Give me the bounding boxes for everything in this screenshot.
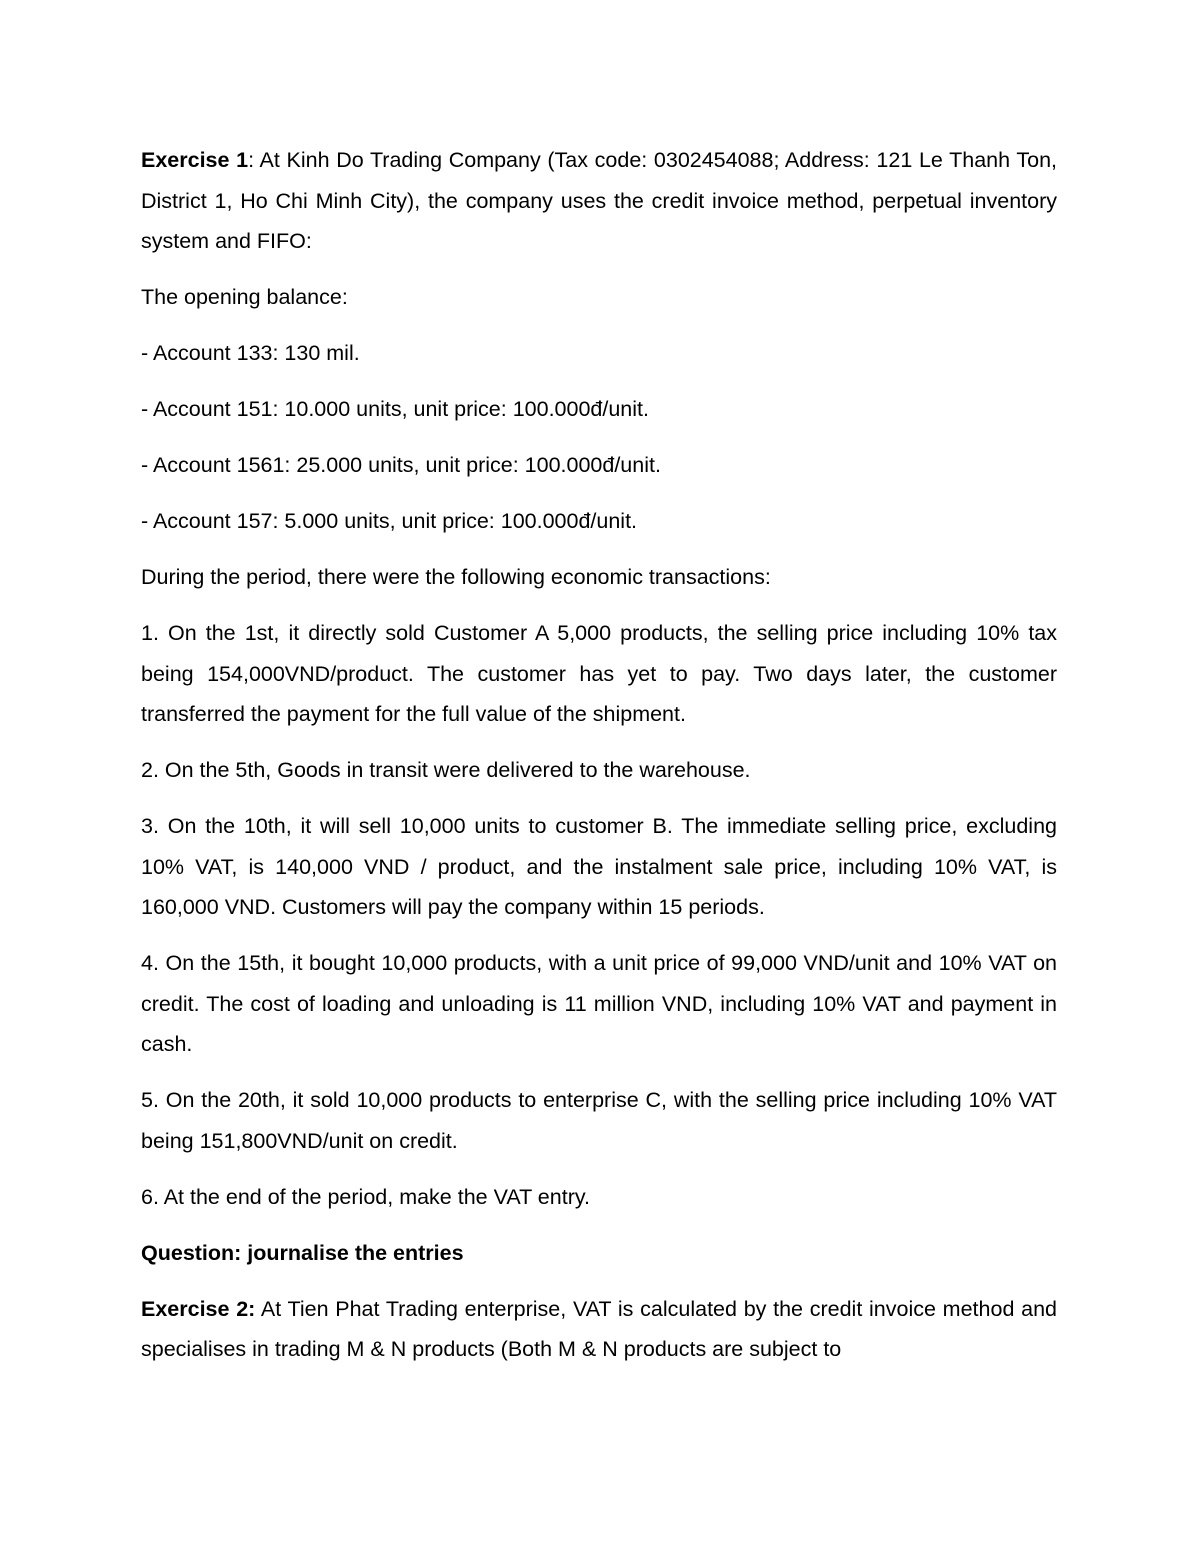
opening-balance-heading: The opening balance:	[141, 285, 348, 309]
exercise-1-intro	[141, 140, 1057, 262]
transaction-item: 1. On the 1st, it directly sold Customer A 5,000 products, the selling price including 10% tax being 154,000VND/product. The customer has yet to pay. Two days later, the customer transferred the payment for the full value of the shipment.	[141, 621, 1057, 726]
transaction-item: 3. On the 10th, it will sell 10,000 units to customer B. The immediate selling price, excluding 10% VAT, is 140,000 VND / product, and the instalment sale price, including 10% VAT, is 160,000 VND. Customers will pay the company within 15 periods.	[141, 814, 1057, 919]
document-page	[141, 140, 1057, 1385]
transaction-item: 4. On the 15th, it bought 10,000 products, with a unit price of 99,000 VND/unit and 10% VAT on credit. The cost of loading and unloading is 11 million VND, including 10% VAT and payment in cash.	[141, 951, 1057, 1056]
exercise-1-intro-text: : At Kinh Do Trading Company (Tax code: 0302454088; Address: 121 Le Thanh Ton, District 1, Ho Chi Minh City), the company uses the credit invoice method, perpetual inventory system and FIFO:	[141, 148, 1057, 253]
transaction-item: 2. On the 5th, Goods in transit were delivered to the warehouse.	[141, 758, 751, 782]
exercise-1-label: Exercise 1	[141, 148, 249, 172]
exercise-2-intro	[141, 1289, 1057, 1370]
transaction-item: 5. On the 20th, it sold 10,000 products to enterprise C, with the selling price including 10% VAT being 151,800VND/unit on credit.	[141, 1088, 1057, 1153]
transaction-item: 6. At the end of the period, make the VAT entry.	[141, 1184, 590, 1209]
exercise-2-label: Exercise 2:	[141, 1296, 256, 1321]
transactions-heading: During the period, there were the following economic transactions:	[141, 565, 771, 589]
balance-item: - Account 157: 5.000 units, unit price: 100.000đ/unit.	[141, 509, 638, 533]
balance-item: - Account 1561: 25.000 units, unit price: 100.000đ/unit.	[141, 453, 661, 477]
exercise-2-intro-text: At Tien Phat Trading enterprise, VAT is calculated by the credit invoice method and specialises in trading M & N products (Both M & N products are subject to	[141, 1296, 1057, 1361]
balance-item: - Account 151: 10.000 units, unit price: 100.000đ/unit.	[141, 397, 649, 421]
balance-item: - Account 133: 130 mil.	[141, 341, 360, 365]
question-heading: Question: journalise the entries	[141, 1240, 464, 1265]
